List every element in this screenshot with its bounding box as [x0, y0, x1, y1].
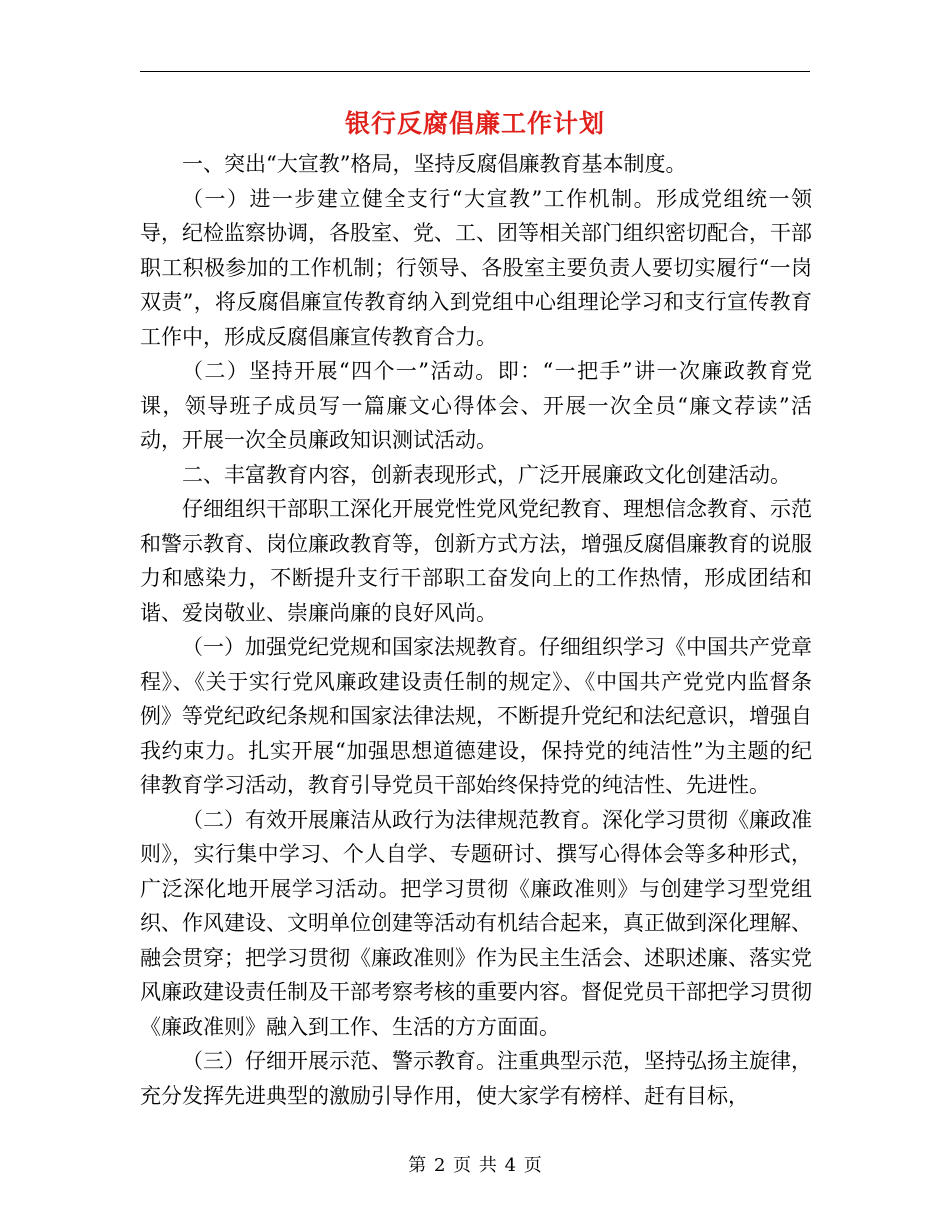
document-body — [140, 147, 812, 1113]
paragraph-2-1: （一）加强党纪党规和国家法规教育。仔细组织学习《中国共产党章程》、《关于实行党风廉政建设责任制的规定》、《中国共产党党内监督条例》等党纪政纪条规和国家法律法规，不断提升党纪和法纪意识，增强自我约束力。扎实开展“加强思想道德建设，保持党的纯洁性”为主题的纪律教育学习活动，教育引导党员干部始终保持党的纯洁性、先进性。 — [140, 635, 812, 797]
paragraph-2-2: （二）有效开展廉洁从政行为法律规范教育。深化学习贯彻《廉政准则》，实行集中学习、个人自学、专题研讨、撰写心得体会等多种形式，广泛深化地开展学习活动。把学习贯彻《廉政准则》与创建学习型党组织、作风建设、文明单位创建等活动有机结合起来，真正做到深化理解、融会贯穿；把学习贯彻《廉政准则》作为民主生活会、述职述廉、落实党风廉政建设责任制及干部考察考核的重要内容。督促党员干部把学习贯彻《廉政准则》融入到工作、生活的方方面面。 — [140, 807, 812, 1039]
paragraph-1-1: （一）进一步建立健全支行“大宣教”工作机制。形成党组统一领导，纪检监察协调，各股室、党、工、团等相关部门组织密切配合，干部职工积极参加的工作机制；行领导、各股室主要负责人要切实履行“一岗双责”，将反腐倡廉宣传教育纳入到党组中心组理论学习和支行宣传教育工作中，形成反腐倡廉宣传教育合力。 — [140, 186, 812, 349]
header-rule — [140, 71, 810, 72]
page-number: 第 2 页 共 4 页 — [408, 1155, 542, 1176]
paragraph-1-2: （二）坚持开展“四个一”活动。即：“一把手”讲一次廉政教育党课，领导班子成员写一篇廉文心得体会、开展一次全员“廉文荐读”活动，开展一次全员廉政知识测试活动。 — [140, 359, 812, 452]
paragraph-2-intro: 仔细组织干部职工深化开展党性党风党纪教育、理想信念教育、示范和警示教育、岗位廉政教育等，创新方式方法，增强反腐倡廉教育的说服力和感染力，不断提升支行干部职工奋发向上的工作热情，形成团结和谐、爱岗敬业、崇廉尚廉的良好风尚。 — [140, 497, 812, 625]
heading-section-1: 一、突出“大宣教”格局，坚持反腐倡廉教育基本制度。 — [182, 152, 687, 176]
document-title: 银行反腐倡廉工作计划 — [344, 109, 605, 138]
heading-section-2: 二、丰富教育内容，创新表现形式，广泛开展廉政文化创建活动。 — [182, 462, 791, 487]
paragraph-2-3: （三）仔细开展示范、警示教育。注重典型示范，坚持弘扬主旋律，充分发挥先进典型的激励引导作用，使大家学有榜样、赶有目标， — [140, 1049, 812, 1108]
